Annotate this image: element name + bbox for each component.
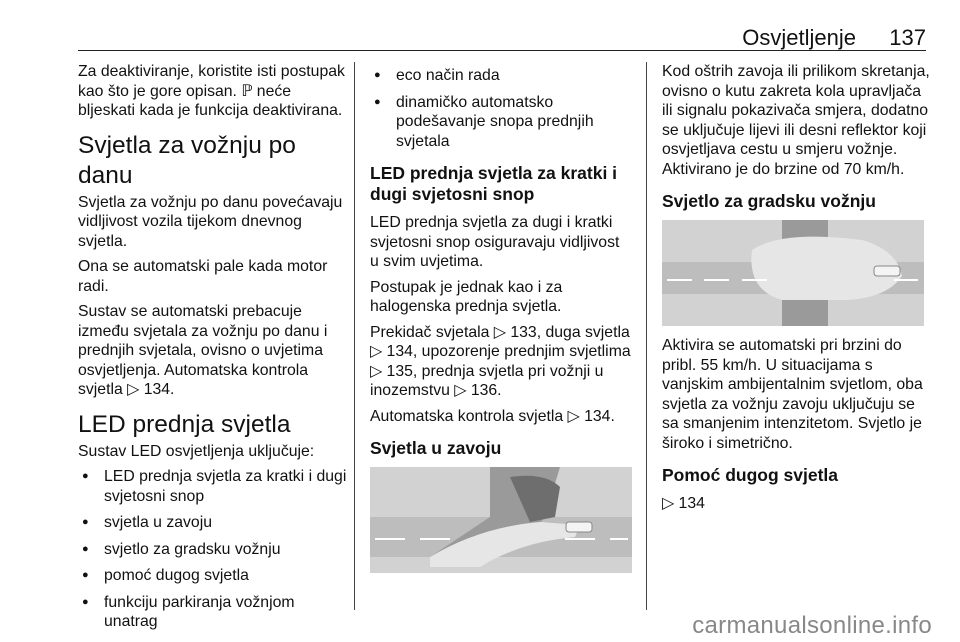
heading-led-low-high-beam: LED prednja svjetla za kratki i dugi svjetosni snop [370, 163, 618, 204]
paragraph: Kod oštrih zavoja ili prilikom skretanja, ovisno o kutu zakreta kola upravljača ili signalu pokazivača smjera, dodatno se uključuje lijevi ili desni reflektor koji osvjetljava cestu u smjeru vožnje. Aktivirano je do brzine od 70 km/h. [662, 63, 930, 178]
paragraph: Aktivira se automatski pri brzini do pribl. 55 km/h. U situacijama s vanjskim ambijentalnim svjetlom, oba svjetla za vožnju zavoju uključuju se sa smanjenim intenzitetom. Svjetlo je široko i simetrično. [662, 337, 923, 452]
column-1 [78, 62, 348, 639]
list-item: ● LED prednja svjetla za kratki i dugi svjetosni snop [78, 467, 348, 506]
paragraph: Za deaktiviranje, koristite isti postupak kao što je gore opisan. ℙ neće bljeskati kada je funkcija deaktivirana. [78, 63, 345, 119]
paragraph: Postupak je jednak kao i za halogenska prednja svjetla. [370, 278, 563, 315]
list-item: ● svjetla u zavoju [78, 513, 348, 533]
heading-city-lights: Svjetlo za gradsku vožnju [662, 191, 876, 211]
cornering-light-illustration [370, 467, 632, 573]
watermark: carmanualsonline.info [692, 612, 932, 639]
paragraph: Sustav LED osvjetljenja uključuje: [78, 442, 315, 460]
list-item: ● svjetlo za gradsku vožnju [78, 540, 348, 560]
paragraph: Automatska kontrola svjetla ▷ 134. [370, 407, 615, 425]
column-divider [354, 62, 355, 610]
page-number: 137 [889, 25, 926, 50]
heading-cornering-lights: Svjetla u zavoju [370, 438, 502, 458]
heading-high-beam-assist: Pomoć dugog svjetla [662, 465, 838, 485]
section-title: Osvjetljenje [742, 25, 856, 50]
column-divider [646, 62, 647, 610]
city-light-illustration [662, 220, 924, 326]
feature-list [78, 467, 348, 632]
list-item: ● dinamičko automatsko podešavanje snopa prednjih svjetala [370, 93, 632, 152]
paragraph: ▷ 134 [662, 495, 705, 512]
list-item: ● funkciju parkiranja vožnjom unatrag [78, 593, 348, 632]
paragraph: Prekidač svjetala ▷ 133, duga svjetla ▷ 134, upozorenje prednjim svjetlima ▷ 135, prednja svjetla pri vožnji u inozemstvu ▷ 136. [370, 323, 631, 399]
paragraph: LED prednja svjetla za dugi i kratki svjetosni snop osiguravaju vidljivost u svim uvjetima. [370, 214, 620, 270]
paragraph: Ona se automatski pale kada motor radi. [78, 258, 328, 295]
page-header [78, 0, 926, 51]
paragraph: Sustav se automatski prebacuje između svjetala za vožnju po danu i prednjih svjetala, ovisno o uvjetima osvjetljenja. Automatska kontrola svjetla ▷ 134. [78, 303, 328, 398]
list-item: ● pomoć dugog svjetla [78, 566, 348, 586]
feature-list-continued [370, 66, 632, 151]
column-3 [662, 62, 930, 520]
column-2 [370, 62, 632, 583]
heading-daytime-lights: Svjetla za vožnju po danu [78, 131, 296, 189]
paragraph: Svjetla za vožnju po danu povećavaju vidljivost vozila tijekom dnevnog svjetla. [78, 193, 343, 250]
heading-led-headlights: LED prednja svjetla [78, 410, 291, 438]
list-item: ● eco način rada [370, 66, 632, 86]
